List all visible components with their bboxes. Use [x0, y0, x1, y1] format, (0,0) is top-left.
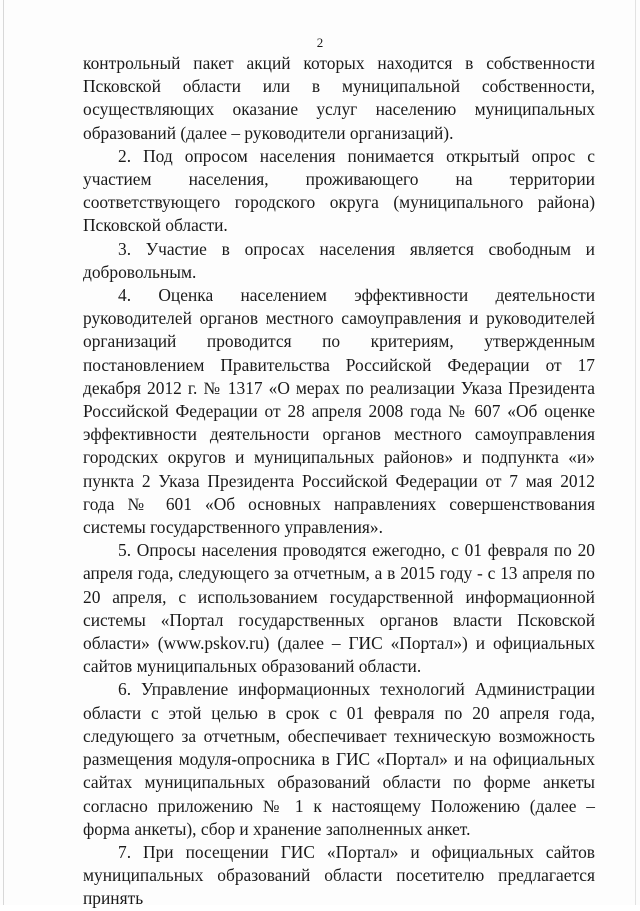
page-right-edge — [635, 0, 636, 905]
paragraph-5: 5. Опросы населения проводятся ежегодно, с 01 февраля по 20 апреля года, следующего за отчетным, а в 2015 году - с 13 апреля по 20 апреля, с использованием государственной информационной системы «Портал государственных органов власти Псковской области» (www.pskov.ru) (далее – ГИС «Портал») и официальных сайтов муниципальных образований области. — [83, 540, 595, 677]
paragraph-7: 7. При посещении ГИС «Портал» и официальных сайтов муниципальных образований области посетителю предлагается принять — [83, 841, 595, 909]
paragraph-4: 4. Оценка населением эффективности деятельности руководителей органов местного самоуправления и руководителей организаций проводится по критериям, утвержденным постановлением Правительства Российской Федерации от 17 декабря 2012 г. № 1317 «О мерах по реализации Указа Президента Российской Федерации от 28 апреля 2008 года № 607 «Об оценке эффективности деятельности органов местного самоуправления городских округов и муниципальных районов» и подпункта «и» пункта 2 Указа Президента Российской Федерации от 7 мая 2012 года № 601 «Об основных направлениях совершенствования системы государственного управления». — [83, 285, 595, 538]
document-body — [83, 52, 595, 911]
paragraph-3: 3. Участие в опросах населения является свободным и добровольным. — [83, 238, 595, 282]
paragraph-6: 6. Управление информационных технологий Администрации области с этой целью в срок с 01 февраля по 20 апреля года, следующего за отчетным, обеспечивает техническую возможность размещения модуля-опросника в ГИС «Портал» и на официальных сайтах муниципальных образований области по форме анкеты согласно приложению № 1 к настоящему Положению (далее – форма анкеты), сбор и хранение заполненных анкет. — [83, 679, 595, 839]
paragraph-continuation: контрольный пакет акций которых находится в собственности Псковской области или в муниципальной собственности, осуществляющих оказание услуг населению муниципальных образований (далее – руководители организаций). — [83, 53, 595, 143]
page-number: 2 — [316, 35, 324, 50]
paragraph-2: 2. Под опросом населения понимается открытый опрос с участием населения, проживающего на территории соответствующего городского округа (муниципального района) Псковской области. — [83, 145, 595, 236]
page-left-edge — [3, 0, 4, 905]
